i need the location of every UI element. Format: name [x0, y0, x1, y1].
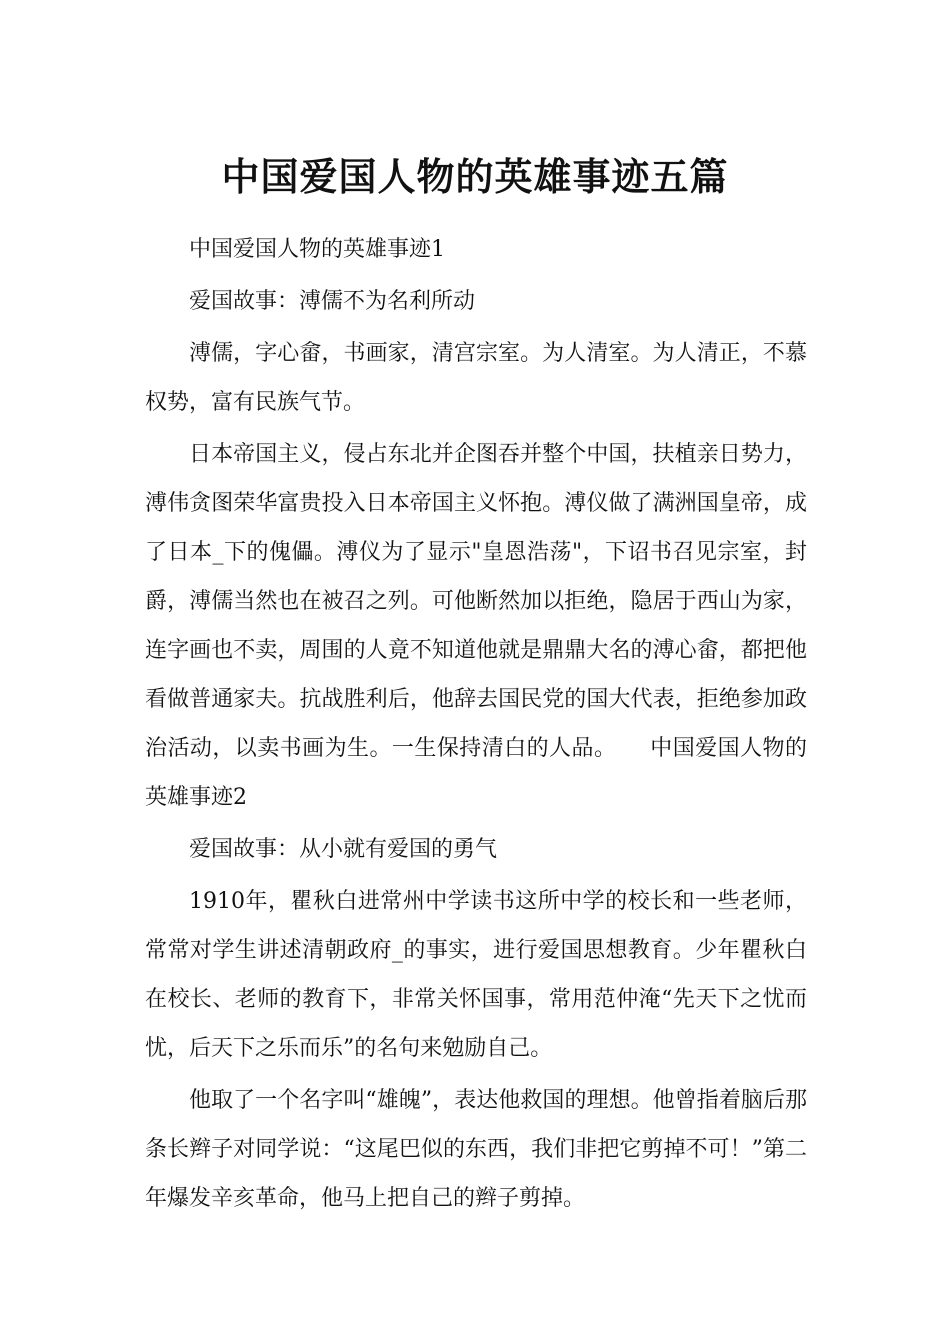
paragraph: 溥儒，字心畲，书画家，清宫宗室。为人清室。为人清正，不慕权势，富有民族气节。 [145, 341, 807, 415]
paragraph: 他取了一个名字叫“雄魄”，表达他救国的理想。他曾指着脑后那条长辫子对同学说：“这尾巴似的东西，我们非把它剪掉不可！”第二年爆发辛亥革命，他马上把自己的辫子剪掉。 [145, 1088, 807, 1211]
document-body [145, 225, 807, 1226]
story-title-2: 爱国故事：从小就有爱国的勇气 [189, 837, 498, 862]
paragraph: 日本帝国主义，侵占东北并企图吞并整个中国，扶植亲日势力，溥伟贪图荣华富贵投入日本帝国主义怀抱。溥仪做了满洲国皇帝，成了日本_下的傀儡。溥仪为了显示"皇恩浩荡"，下诏书召见宗室，封爵，溥儒当然也在被召之列。可他断然加以拒绝，隐居于西山为家，连字画也不卖，周围的人竟不知道他就是鼎鼎大名的溥心畲，都把他看做普通家夫。抗战胜利后，他辞去国民党的国大代表，拒绝参加政治活动，以卖书画为生。一生保持清白的人品。 中国爱国人物的英雄事迹2 [145, 442, 807, 810]
story-title-1: 爱国故事：溥儒不为名利所动 [189, 289, 476, 314]
paragraph: 1910年，瞿秋白进常州中学读书这所中学的校长和一些老师，常常对学生讲述清朝政府_的事实，进行爱国思想教育。少年瞿秋白在校长、老师的教育下，非常关怀国事，常用范仲淹“先天下之忧而忧，后天下之乐而乐”的名句来勉励自己。 [145, 889, 807, 1061]
section-heading-1: 中国爱国人物的英雄事迹1 [189, 237, 445, 262]
document-title: 中国爱国人物的英雄事迹五篇 [221, 155, 729, 200]
